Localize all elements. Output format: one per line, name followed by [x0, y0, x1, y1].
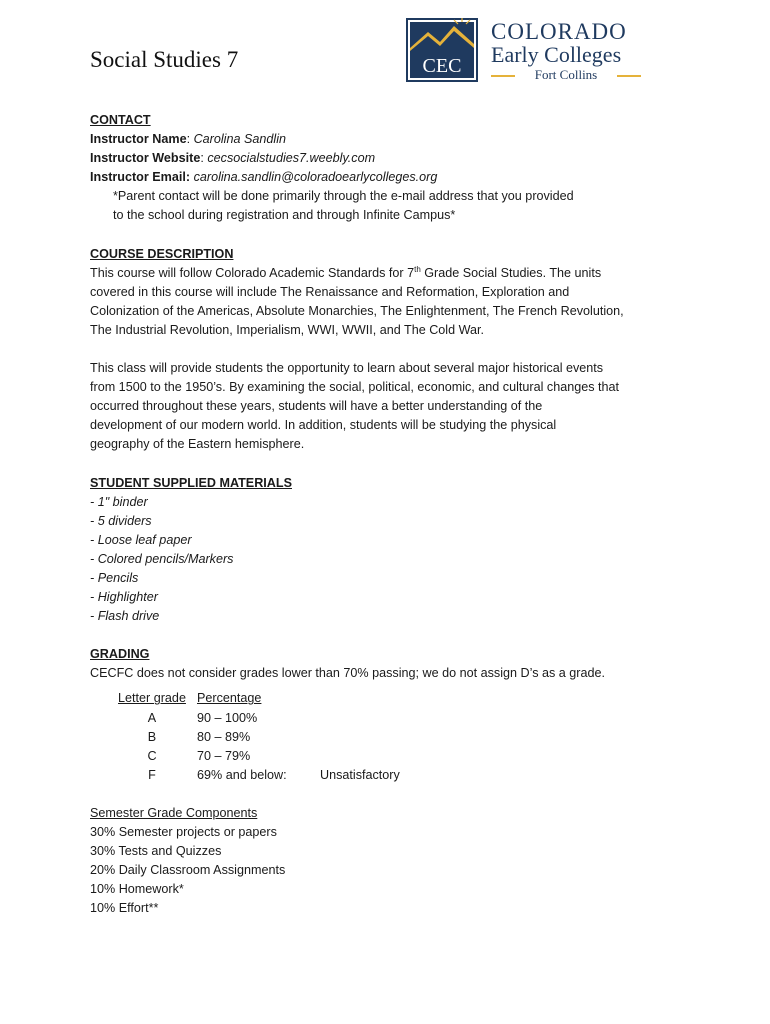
logo-rule-right [617, 75, 641, 77]
course-p1-line-4: The Industrial Revolution, Imperialism, WWI, WWII, and The Cold War. [90, 322, 485, 337]
list-item: - Colored pencils/Markers [90, 551, 234, 566]
list-item: - Pencils [90, 570, 139, 585]
logo-line-3 [491, 67, 641, 83]
components-heading: Semester Grade Components [90, 805, 258, 820]
course-p1-text-cont: Grade Social Studies. The units [420, 265, 602, 280]
table-row [107, 709, 400, 728]
instructor-website-line: Instructor Website: cecsocialstudies7.weebly.com [90, 151, 376, 166]
grade-note: Unsatisfactory [320, 767, 400, 782]
materials-section [90, 474, 690, 627]
grade-percent: 80 – 89% [197, 729, 251, 744]
grading-intro: CECFC does not consider grades lower than 70% passing; we do not assign D’s as a grade. [90, 666, 605, 681]
grade-percent: 70 – 79% [197, 748, 251, 763]
cec-logo-icon [406, 18, 478, 82]
document-body [90, 111, 690, 918]
cec-logo [406, 18, 646, 84]
list-item: - Flash drive [90, 609, 160, 624]
grade-note [320, 728, 400, 747]
grade-percent: 90 – 100% [197, 710, 258, 725]
parent-contact-note-2: to the school during registration and through Infinite Campus* [113, 208, 456, 223]
grade-letter: F [148, 767, 156, 782]
course-p1-line-3: Colonization of the Americas, Absolute Monarchies, The Enlightenment, The French Revolution, [90, 303, 624, 318]
parent-contact-note-1: *Parent contact will be done primarily through the e-mail address that you provided [113, 189, 574, 204]
instructor-website-link[interactable]: cecsocialstudies7.weebly.com [207, 151, 376, 166]
instructor-email-link[interactable]: carolina.sandlin@coloradoearlycolleges.org [193, 170, 438, 185]
grade-note [320, 747, 400, 766]
contact-section [90, 111, 690, 226]
list-item: 10% Homework* [90, 882, 184, 897]
logo-wordmark [491, 20, 641, 83]
list-item: 30% Semester projects or papers [90, 825, 277, 839]
grade-letter: C [147, 748, 157, 763]
grading-heading: GRADING [90, 647, 150, 662]
list-item: 10% Effort** [90, 901, 159, 916]
list-item: 20% Daily Classroom Assignments [90, 863, 286, 878]
table-row [107, 747, 400, 766]
course-description-heading: COURSE DESCRIPTION [90, 246, 234, 261]
course-description-section [90, 245, 690, 455]
list-item: - 5 dividers [90, 513, 152, 528]
table-row [107, 766, 400, 785]
instructor-name-value: Carolina Sandlin [193, 132, 286, 147]
instructor-name-label: Instructor Name [90, 132, 187, 147]
grade-percent: 69% and below: [197, 767, 287, 782]
course-p1-line-2: covered in this course will include The Renaissance and Reformation, Exploration and [90, 284, 570, 299]
instructor-name-line: Instructor Name: Carolina Sandlin [90, 132, 286, 147]
materials-heading: STUDENT SUPPLIED MATERIALS [90, 475, 292, 490]
ordinal-superscript: th [414, 264, 421, 274]
course-p1-text: This course will follow Colorado Academic Standards for 7 [90, 265, 415, 280]
course-p2-line-2: from 1500 to the 1950’s. By examining the social, political, economic, and cultural changes that [90, 380, 620, 395]
grading-section [90, 645, 690, 785]
grade-letter: A [147, 710, 157, 725]
list-item: 30% Tests and Quizzes [90, 844, 222, 859]
column-header-letter: Letter grade [118, 691, 186, 706]
instructor-email-label: Instructor Email: [90, 170, 191, 185]
grade-note [320, 709, 400, 728]
course-p2-line-3: occurred throughout these years, students will have a better understanding of the [90, 399, 543, 414]
table-row [107, 728, 400, 747]
list-item: - 1" binder [90, 494, 148, 509]
instructor-website-label: Instructor Website [90, 151, 201, 166]
logo-rule-left [491, 75, 515, 77]
list-item: - Loose leaf paper [90, 532, 192, 547]
instructor-email-line [90, 168, 690, 187]
grade-table-header [107, 689, 400, 708]
contact-heading: CONTACT [90, 113, 151, 127]
components-section [90, 804, 690, 919]
course-p2-line-1: This class will provide students the opportunity to learn about several major historical events [90, 361, 604, 376]
course-p1-line-1 [90, 264, 690, 283]
logo-line-3-text: Fort Collins [534, 67, 598, 82]
logo-badge-text: CEC [422, 55, 462, 77]
grade-table [107, 689, 400, 784]
course-p2-line-5: geography of the Eastern hemisphere. [90, 437, 305, 452]
grade-letter: B [147, 729, 157, 744]
list-item: - Highlighter [90, 590, 158, 605]
course-p2-line-4: development of our modern world. In addition, students will be studying the physical [90, 418, 557, 433]
column-header-percentage: Percentage [197, 691, 262, 706]
logo-line-2: Early Colleges [491, 42, 622, 67]
page-title: Social Studies 7 [90, 47, 239, 72]
logo-line-1: COLORADO [491, 19, 627, 44]
